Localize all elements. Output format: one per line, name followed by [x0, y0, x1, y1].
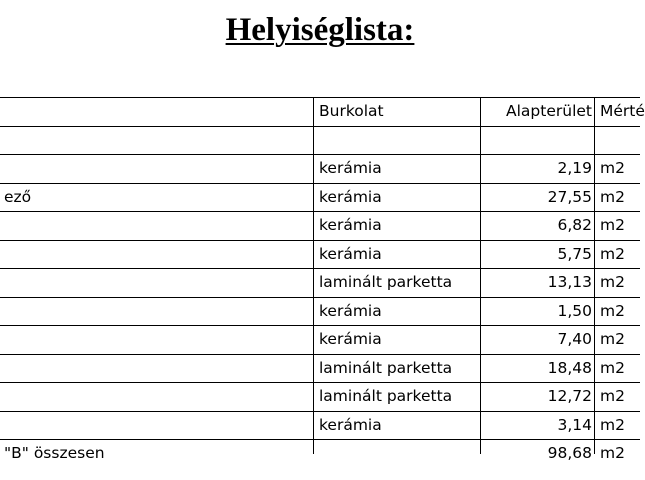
surface-cell: laminált parketta: [319, 359, 453, 377]
room-name: [4, 154, 307, 182]
surface-cell: kerámia: [319, 159, 382, 177]
column-header-room: [4, 97, 307, 125]
area-cell: 1,50: [557, 302, 592, 320]
area-cell: 6,82: [557, 216, 592, 234]
room-name: "B" összesen: [4, 444, 105, 462]
unit-cell: [600, 126, 636, 154]
area-cell: 12,72: [547, 387, 592, 405]
area-cell: 13,13: [547, 273, 592, 291]
surface-cell: kerámia: [319, 188, 382, 206]
column-header-surface: Burkolat: [319, 102, 384, 120]
area-cell: 2,19: [557, 159, 592, 177]
room-name: [4, 211, 307, 239]
area-cell: 5,75: [557, 245, 592, 263]
unit-cell: m2: [600, 273, 625, 291]
unit-cell: m2: [600, 159, 625, 177]
unit-cell: m2: [600, 416, 625, 434]
unit-cell: m2: [600, 216, 625, 234]
room-name: [4, 382, 307, 410]
room-name: [4, 325, 307, 353]
room-name: [4, 411, 307, 439]
unit-cell: m2: [600, 387, 625, 405]
room-name: [4, 297, 307, 325]
surface-cell: [319, 126, 476, 154]
surface-cell: [319, 439, 476, 467]
area-cell: 18,48: [547, 359, 592, 377]
area-cell: [486, 126, 592, 154]
surface-cell: laminált parketta: [319, 387, 453, 405]
surface-cell: kerámia: [319, 416, 382, 434]
surface-cell: kerámia: [319, 245, 382, 263]
room-name: [4, 240, 307, 268]
area-cell: 27,55: [547, 188, 592, 206]
room-name: ező: [4, 188, 32, 206]
surface-cell: laminált parketta: [319, 273, 453, 291]
surface-cell: kerámia: [319, 330, 382, 348]
grid-vline: [594, 97, 595, 454]
room-name: [4, 268, 307, 296]
unit-cell: m2: [600, 330, 625, 348]
unit-cell: m2: [600, 302, 625, 320]
area-cell: 3,14: [557, 416, 592, 434]
unit-cell: m2: [600, 188, 625, 206]
area-cell: 98,68: [547, 444, 592, 462]
unit-cell: m2: [600, 359, 625, 377]
room-name: [4, 354, 307, 382]
column-header-unit: Mérté: [600, 102, 645, 120]
room-name: [4, 126, 307, 154]
grid-vline: [480, 97, 481, 454]
grid-vline: [313, 97, 314, 454]
area-cell: 7,40: [557, 330, 592, 348]
unit-cell: m2: [600, 444, 625, 462]
page-title: Helyiséglista:: [225, 12, 415, 48]
column-header-area: Alapterület: [506, 102, 592, 120]
surface-cell: kerámia: [319, 302, 382, 320]
surface-cell: kerámia: [319, 216, 382, 234]
unit-cell: m2: [600, 245, 625, 263]
